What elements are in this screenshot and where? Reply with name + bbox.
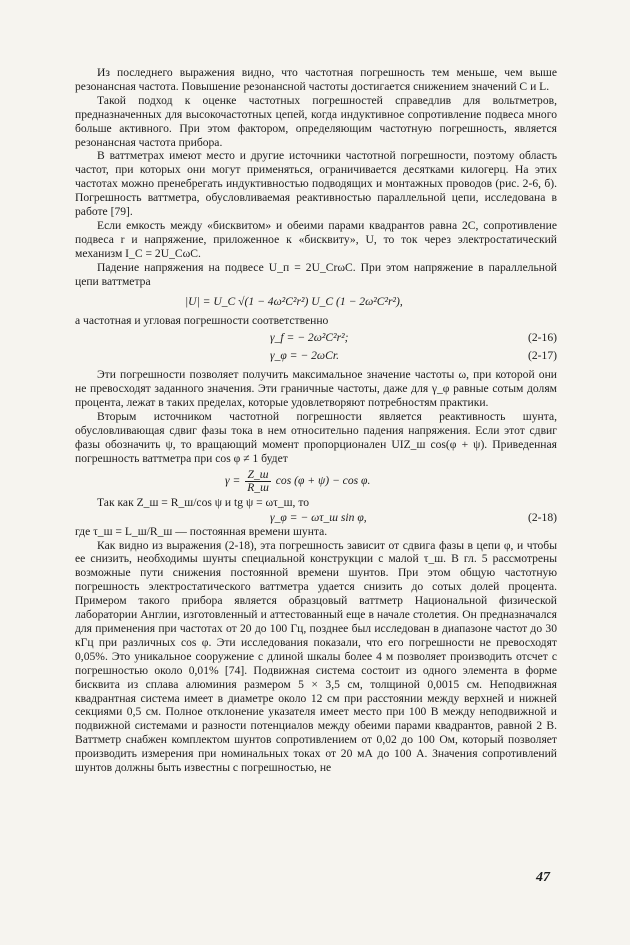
body-text [75, 66, 557, 775]
paragraph-9: Так как Z_ш = R_ш/cos ψ и tg ψ = ωτ_ш, то [97, 495, 310, 509]
paragraph-5: Падение напряжения на подвесе U_п = 2U_CrωC. При этом напряжение в параллельной цепи ваттметра [75, 260, 557, 288]
paragraph-8: Вторым источником частотной погрешности является реактивность шунта, обусловливающая сдвиг фазы тока в нем относительно падения напряжения. Если этот сдвиг фазы обозначить ψ, то вращающий момент пропорционален UIZ_ш cos(φ + ψ). Приведенная погрешность ваттметра при cos φ ≠ 1 будет [75, 410, 557, 465]
equation-gamma: γ = $\frac{Z\_ш}{R\_ш}$ cos (φ + ψ) − cos φ. [225, 467, 371, 494]
equation-2-16: γ_f = − 2ω²C²r²; (2-16) [270, 331, 557, 345]
paragraph-1: Из последнего выражения видно, что частотная погрешность тем меньше, чем выше резонансная частота. Повышение резонансной частоты достигается снижением значений C и L. [75, 66, 557, 93]
equation-2-18: γ_φ = − ωτ_ш sin φ, (2-18) [270, 510, 557, 524]
equation-2-17: γ_φ = − 2ωCr. (2-17) [270, 349, 557, 363]
fraction-z-over-r: $\frac{Z\_ш}{R\_ш}$ [247, 467, 269, 494]
paragraph-6: а частотная и угловая погрешности соответственно [75, 313, 329, 327]
paragraph-4: Если емкость между «бисквитом» и обеими парами квадрантов равна 2C, сопротивление подвеса r и напряжение, приложенное к «бисквиту», U, то ток через электростатический механизм I_C = 2U_CωC. [75, 218, 557, 260]
paragraph-11: Как видно из выражения (2-18), эта погрешность зависит от сдвига фазы в цепи φ, и чтобы ее снизить, необходимы шунты специальной конструкции с малой τ_ш. В гл. 5 рассмотрены возможные пути снижения постоянной времени шунтов. При этом общую частотную погрешность электростатического ваттметра удается снизить до сотых долей процента. Примером такого прибора является образцовый ваттметр Национальной физической лаборатории Англии, изготовленный и аттестованный еще в начале столетия. Он предназначался для применения при частотах от 20 до 100 Гц, позднее был исследован в диапазоне частот до 30 кГц при различных cos φ. Эти исследования показали, что его погрешности не превосходят 0,05%. Это уникальное сооружение с длиной шкалы более 4 м позволяет производить отсчет с погрешностью около 0,01% [74]. Подвижная система состоит из одного элемента в форме бисквита из сплава алюминия размером 5 × 3,5 см, толщиной 0,0015 см. Неподвижная квадрантная система имеет в диаметре около 12 см при расстоянии между верхней и нижней секциями 0,5 см. Полное отклонение указателя имеет место при 100 В между неподвижной и подвижной системами и разности потенциалов между обеими парами квадрантов, равной 2 В. Ваттметр снабжен комплектом шунтов сопротивлением от 0,02 до 100 Ом, который позволяет производить измерения при номинальных токах от 20 мА до 100 А. Значения сопротивлений шунтов должны быть известны с погрешностью, не [75, 538, 557, 775]
paragraph-2: Такой подход к оценке частотных погрешностей справедлив для вольтметров, предназначенных для высокочастотных цепей, когда индуктивное сопротивление подвеса много больше активного. При этом фактором, определяющим частотную погрешность, является резонансная частота прибора. [75, 93, 557, 149]
paragraph-3: В ваттметрах имеют место и другие источники частотной погрешности, поэтому область частот, при которых они могут применяться, ограничивается десятками килогерц. На этих частотах можно пренебрегать индуктивностью подводящих и монтажных проводов (рис. 2-6, б). Погрешность ваттметра, обусловливаемая реактивностью параллельной цепи, исследована в работе [79]. [75, 149, 557, 219]
equation-voltage: |U| = U_C √(1 − 4ω²C²r²) U_C (1 − 2ω²C²r²), [185, 294, 403, 308]
page-number: 47 [536, 870, 550, 885]
paragraph-10: где τ_ш = L_ш/R_ш — постоянная времени шунта. [75, 524, 328, 538]
paragraph-7: Эти погрешности позволяет получить максимальное значение частоты ω, при которой они не превосходят заданного значения. Эти граничные частоты, даже для γ_φ равные сотым долям процента, лежат в таких пределах, которые удовлетворяют потребностям практики. [75, 368, 557, 410]
